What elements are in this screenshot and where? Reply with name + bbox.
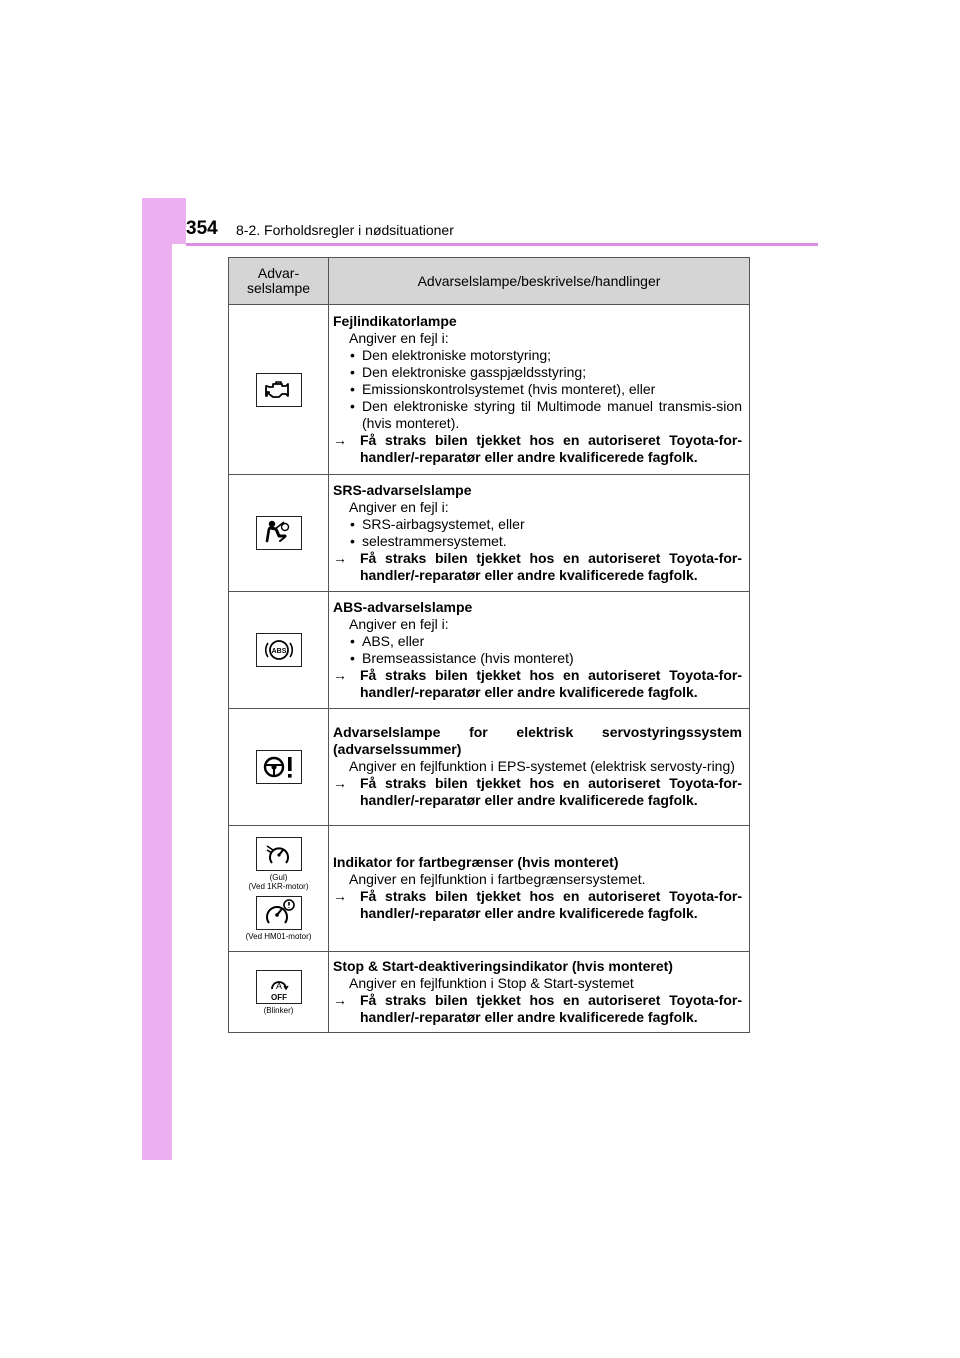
table-row [229,305,750,475]
row-intro: Angiver en fejl i: [349,615,449,632]
table-row [229,592,750,709]
section-side-tab [142,198,172,1160]
abs-icon [256,633,302,667]
table-row [229,709,750,826]
svg-text:A: A [275,980,282,991]
svg-text:ABS: ABS [271,648,286,655]
icon-caption: (Gul) (Ved 1KR-motor) [248,872,309,891]
arrow-icon: → [333,888,347,904]
list-item: • SRS-airbagsystemet, eller [333,516,742,533]
power-steering-icon [256,750,302,784]
srs-airbag-icon [256,516,302,550]
list-item: • Den elektroniske styring til Multimode manuel transmis-sion (hvis monteret). [333,398,742,432]
list-item: • Den elektroniske gasspjældsstyring; [333,364,742,381]
list-item: • Bremseassistance (hvis monteret) [333,650,742,667]
row-action [333,550,742,584]
row-intro: Angiver en fejlfunktion i EPS-systemet (elektrisk servosty-ring) [349,758,735,774]
row-intro: Angiver en fejlfunktion i Stop & Start-systemet [349,974,634,991]
row-action [333,432,742,466]
arrow-icon: → [333,666,347,683]
row-action [333,888,742,922]
table-row [229,826,750,952]
row-title: Advarselslampe for elektrisk servostyringssystem (advarselssummer) [333,724,742,757]
row-title: SRS-advarselslampe [333,481,472,498]
arrow-icon: → [333,991,347,1008]
row-action [333,775,742,809]
row-title: Indikator for fartbegrænser (hvis monteret) [333,854,619,870]
table-header-row [229,258,750,305]
header-icon-column [229,258,329,305]
arrow-icon: → [333,549,347,566]
action-text: Få straks bilen tjekket hos en autoriseret Toyota-for-handler/-reparatør eller andre kvalificerede fagfolk. [360,549,742,583]
header-rule [186,243,818,246]
row-title: Fejlindikatorlampe [333,312,457,329]
row-title: ABS-advarselslampe [333,598,473,615]
arrow-icon: → [333,775,347,791]
row-intro: Angiver en fejl i: [349,329,449,346]
header-icon-label: Advar- selslampe [246,265,311,296]
list-item: • ABS, eller [333,633,742,650]
icon-off-text: OFF [270,992,287,1002]
speed-limiter-alt-icon [256,896,302,930]
row-title: Stop & Start-deaktiveringsindikator (hvis monteret) [333,957,673,974]
action-text: Få straks bilen tjekket hos en autoriseret Toyota-for-handler/-reparatør eller andre kvalificerede fagfolk. [360,775,742,808]
row-action [333,667,742,701]
action-text: Få straks bilen tjekket hos en autoriseret Toyota-for-handler/-reparatør eller andre kvalificerede fagfolk. [360,888,742,921]
icon-caption: (Blinker) [263,1005,294,1015]
row-intro: Angiver en fejlfunktion i fartbegrænsersystemet. [349,871,646,887]
check-engine-icon [256,373,302,407]
section-title: 8-2. Forholdsregler i nødsituationer [236,222,454,238]
table-row [229,475,750,592]
table-row [229,952,750,1033]
row-intro: Angiver en fejl i: [349,498,449,515]
action-text: Få straks bilen tjekket hos en autoriseret Toyota-for-handler/-reparatør eller andre kvalificerede fagfolk. [360,666,742,700]
list-item: • Emissionskontrolsystemet (hvis monteret), eller [333,381,742,398]
action-text: Få straks bilen tjekket hos en autoriseret Toyota-for-handler/-reparatør eller andre kvalificerede fagfolk. [360,991,742,1025]
icon-caption: (Ved HM01-motor) [245,931,312,941]
header-description-column: Advarselslampe/beskrivelse/handlinger [329,258,750,305]
list-item: • selestrammersystemet. [333,533,742,550]
section-top-tab [142,198,186,244]
page-number: 354 [186,218,218,239]
list-item: • Den elektroniske motorstyring; [333,347,742,364]
warning-lights-table [228,257,750,1033]
action-text: Få straks bilen tjekket hos en autoriseret Toyota-for-handler/-reparatør eller andre kvalificerede fagfolk. [360,431,742,465]
arrow-icon: → [333,431,347,448]
row-action [333,992,742,1026]
stop-start-off-icon [256,970,302,1004]
speed-limiter-icon [256,837,302,871]
